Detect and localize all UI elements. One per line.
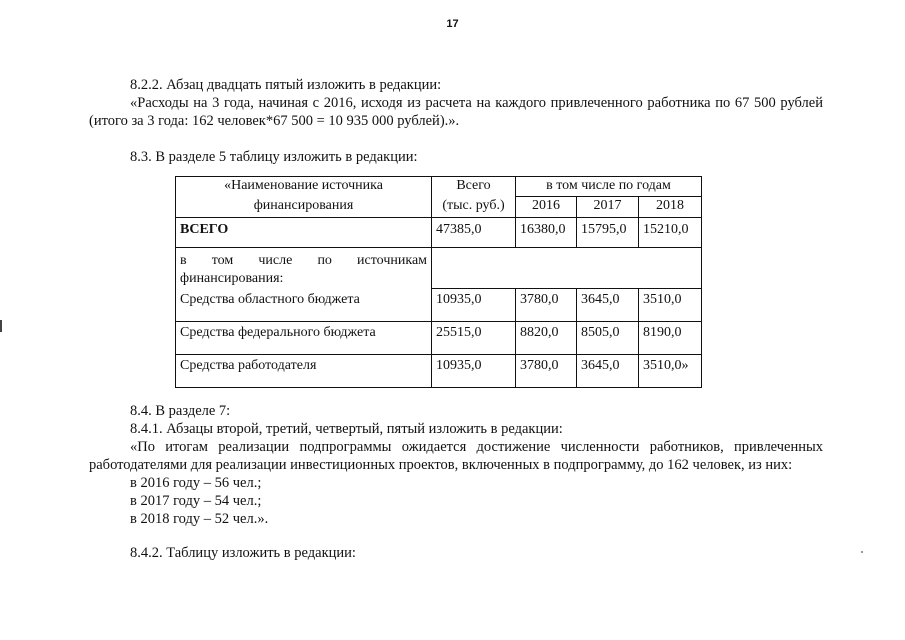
year-2017-line: в 2017 году – 54 чел.; [130,493,262,509]
table-row [176,322,702,355]
row-2018: 3510,0 [639,289,702,322]
year-2016-line: в 2016 году – 56 чел.; [130,475,262,491]
subheader-word: в [180,253,187,268]
header-year-2018: 2018 [639,197,702,218]
table-row-total [176,218,702,248]
subheader-word: по [317,253,332,268]
total-value: 47385,0 [432,218,516,248]
row-total: 10935,0 [432,289,516,322]
table-row [176,355,702,388]
scan-dot [861,551,863,553]
section-8-4-1-heading: 8.4.1. Абзацы второй, третий, четвертый, пятый изложить в редакции: [130,421,563,437]
subheader-cell [176,248,432,289]
scan-margin-mark [0,320,2,332]
section-8-2-2-quote-line-2: (итого за 3 года: 162 человек*67 500 = 10 935 000 рублей).». [89,113,460,129]
total-2018: 15210,0 [639,218,702,248]
subheader-line-2: финансирования: [180,271,284,286]
row-2017: 3645,0 [577,355,639,388]
row-2017: 8505,0 [577,322,639,355]
header-by-years: в том числе по годам [516,177,702,197]
header-year-2016: 2016 [516,197,577,218]
row-label: Средства работодателя [176,355,432,388]
row-2018: 8190,0 [639,322,702,355]
row-total: 10935,0 [432,355,516,388]
header-total-line-2: (тыс. руб.) [432,197,516,218]
total-2016: 16380,0 [516,218,577,248]
financing-table [175,176,702,388]
row-2018: 3510,0» [639,355,702,388]
section-8-4-1-quote-line-2: работодателями для реализации инвестиционных проектов, включенных в подпрограмму, до 162 человек, из них: [89,457,793,473]
row-2016: 3780,0 [516,289,577,322]
page-number: 17 [446,18,459,30]
table-row [176,289,702,322]
row-2016: 3780,0 [516,355,577,388]
table-subheader-row [176,248,702,289]
section-8-2-2-quote-line-1: «Расходы на 3 года, начиная с 2016, исходя из расчета на каждого привлеченного работника по 67 500 рублей [130,95,823,111]
header-name-line-2: финансирования [176,197,432,218]
row-label: Средства областного бюджета [176,289,432,322]
section-8-3-heading: 8.3. В разделе 5 таблицу изложить в редакции: [130,149,418,165]
subheader-empty-cell [432,248,702,289]
section-8-4-heading: 8.4. В разделе 7: [130,403,231,419]
year-2018-line: в 2018 году – 52 чел.». [130,511,269,527]
subheader-word: том [211,253,234,268]
table-header-row-1 [176,177,702,197]
section-8-4-1-quote-line-1: «По итогам реализации подпрограммы ожидается достижение численности работников, привлеченных [130,439,823,455]
total-2017: 15795,0 [577,218,639,248]
header-total-line-1: Всего [432,177,516,197]
row-2016: 8820,0 [516,322,577,355]
subheader-line-1 [180,252,427,270]
table-header-row-2 [176,197,702,218]
section-8-2-2-heading: 8.2.2. Абзац двадцать пятый изложить в редакции: [130,77,442,93]
section-8-4-2-heading: 8.4.2. Таблицу изложить в редакции: [130,545,356,561]
row-2017: 3645,0 [577,289,639,322]
row-label: Средства федерального бюджета [176,322,432,355]
subheader-word: источникам [357,253,428,268]
header-name-line-1: «Наименование источника [176,177,432,197]
subheader-word: числе [258,253,293,268]
total-label: ВСЕГО [176,218,432,248]
header-year-2017: 2017 [577,197,639,218]
row-total: 25515,0 [432,322,516,355]
